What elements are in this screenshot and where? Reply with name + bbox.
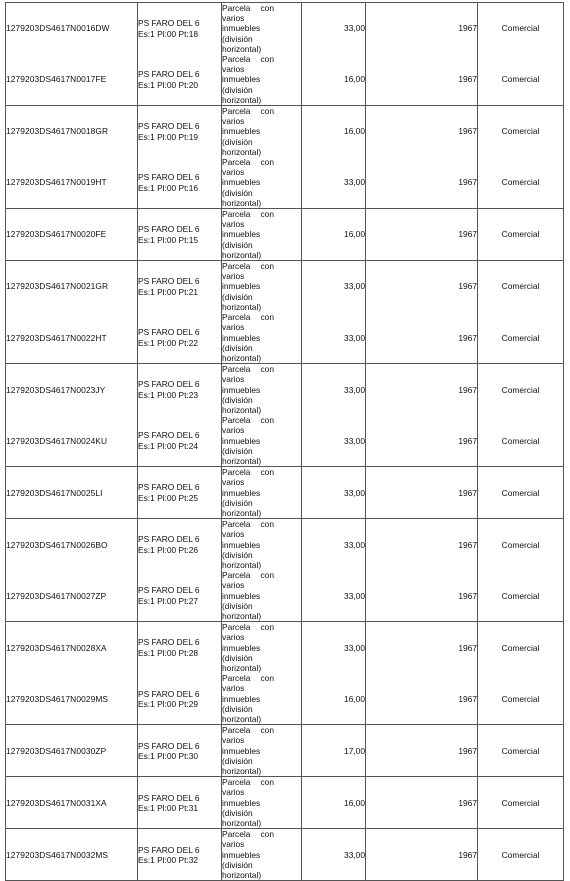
property-use: Comercial <box>478 312 564 364</box>
property-class-cell <box>222 673 302 725</box>
address-cell <box>138 54 222 106</box>
class-line-1 <box>222 777 274 787</box>
table-row <box>6 673 564 725</box>
class-line-1 <box>222 829 274 839</box>
surface-area: 16,00 <box>302 673 366 725</box>
class-line-3: inmuebles <box>222 693 261 704</box>
class-line-4: (división <box>222 136 253 147</box>
class-line-3: inmuebles <box>222 435 261 446</box>
property-class-cell <box>222 725 302 777</box>
property-use: Comercial <box>478 261 564 313</box>
address-cell <box>138 570 222 622</box>
class-line-4: (división <box>222 445 253 456</box>
address-unit: Es:1 Pl:00 Pt:21 <box>138 286 199 297</box>
class-line-4: (división <box>222 549 253 560</box>
property-class-cell <box>222 777 302 829</box>
construction-year: 1967 <box>366 54 478 106</box>
property-use: Comercial <box>478 209 564 261</box>
class-word-2: con <box>260 570 274 581</box>
class-line-5: horizontal) <box>222 870 262 881</box>
class-line-1 <box>222 725 274 735</box>
class-word-2: con <box>260 54 274 65</box>
class-line-2: varios <box>222 219 245 230</box>
class-word-1: Parcela <box>222 261 251 272</box>
address-unit: Es:1 Pl:00 Pt:23 <box>138 389 199 400</box>
address-unit: Es:1 Pl:00 Pt:30 <box>138 750 199 761</box>
class-line-2: varios <box>222 425 245 436</box>
cadastral-reference: 1279203DS4617N0029MS <box>6 673 138 725</box>
class-word-1: Parcela <box>222 673 251 684</box>
address-cell <box>138 3 222 55</box>
address-unit: Es:1 Pl:00 Pt:15 <box>138 234 199 245</box>
class-word-2: con <box>260 467 274 478</box>
class-line-4: (división <box>222 755 253 766</box>
class-line-3: inmuebles <box>222 229 261 240</box>
surface-area: 33,00 <box>302 415 366 467</box>
address-street: PS FARO DEL 6 <box>138 482 200 493</box>
surface-area: 33,00 <box>302 570 366 622</box>
table-row <box>6 54 564 106</box>
address-cell <box>138 725 222 777</box>
class-word-2: con <box>260 312 274 323</box>
cadastral-reference: 1279203DS4617N0017FE <box>6 54 138 106</box>
table-row <box>6 622 564 674</box>
class-line-1 <box>222 261 274 271</box>
property-class-cell <box>222 312 302 364</box>
class-line-1 <box>222 467 274 477</box>
cadastral-reference: 1279203DS4617N0022HT <box>6 312 138 364</box>
class-line-3: inmuebles <box>222 642 261 653</box>
address-cell <box>138 157 222 209</box>
property-class-cell <box>222 829 302 881</box>
class-word-2: con <box>260 157 274 168</box>
address-unit: Es:1 Pl:00 Pt:28 <box>138 647 199 658</box>
class-word-2: con <box>260 415 274 426</box>
class-word-1: Parcela <box>222 777 251 788</box>
class-word-1: Parcela <box>222 106 251 117</box>
construction-year: 1967 <box>366 312 478 364</box>
construction-year: 1967 <box>366 3 478 55</box>
class-word-2: con <box>260 209 274 220</box>
address-unit: Es:1 Pl:00 Pt:19 <box>138 131 199 142</box>
class-line-5: horizontal) <box>222 43 262 54</box>
class-word-2: con <box>260 106 274 117</box>
property-use: Comercial <box>478 106 564 158</box>
class-line-1 <box>222 209 274 219</box>
table-row <box>6 106 564 158</box>
class-line-5: horizontal) <box>222 818 262 829</box>
cadastral-reference: 1279203DS4617N0027ZP <box>6 570 138 622</box>
class-line-5: horizontal) <box>222 301 262 312</box>
class-line-4: (división <box>222 239 253 250</box>
construction-year: 1967 <box>366 829 478 881</box>
class-line-4: (división <box>222 600 253 611</box>
class-line-1 <box>222 622 274 632</box>
address-street: PS FARO DEL 6 <box>138 430 200 441</box>
class-line-1 <box>222 3 274 13</box>
table-row <box>6 364 564 416</box>
class-line-5: horizontal) <box>222 610 262 621</box>
surface-area: 33,00 <box>302 312 366 364</box>
class-word-2: con <box>260 777 274 788</box>
table-row <box>6 209 564 261</box>
class-line-3: inmuebles <box>222 797 261 808</box>
surface-area: 33,00 <box>302 622 366 674</box>
class-line-3: inmuebles <box>222 539 261 550</box>
class-line-2: varios <box>222 580 245 591</box>
surface-area: 16,00 <box>302 777 366 829</box>
address-street: PS FARO DEL 6 <box>138 172 200 183</box>
class-line-3: inmuebles <box>222 23 261 34</box>
construction-year: 1967 <box>366 519 478 571</box>
class-word-1: Parcela <box>222 364 251 375</box>
construction-year: 1967 <box>366 157 478 209</box>
class-line-3: inmuebles <box>222 74 261 85</box>
address-cell <box>138 312 222 364</box>
property-use: Comercial <box>478 673 564 725</box>
class-word-1: Parcela <box>222 467 251 478</box>
address-street: PS FARO DEL 6 <box>138 792 200 803</box>
construction-year: 1967 <box>366 364 478 416</box>
property-class-cell <box>222 106 302 158</box>
class-line-1 <box>222 519 274 529</box>
class-line-1 <box>222 312 274 322</box>
class-line-2: varios <box>222 632 245 643</box>
property-use: Comercial <box>478 570 564 622</box>
class-word-2: con <box>260 673 274 684</box>
property-class-cell <box>222 570 302 622</box>
cadastral-reference: 1279203DS4617N0019HT <box>6 157 138 209</box>
address-unit: Es:1 Pl:00 Pt:24 <box>138 440 199 451</box>
class-line-3: inmuebles <box>222 849 261 860</box>
class-line-2: varios <box>222 64 245 75</box>
address-cell <box>138 415 222 467</box>
construction-year: 1967 <box>366 415 478 467</box>
cadastral-reference: 1279203DS4617N0023JY <box>6 364 138 416</box>
class-line-2: varios <box>222 735 245 746</box>
surface-area: 33,00 <box>302 157 366 209</box>
address-street: PS FARO DEL 6 <box>138 276 200 287</box>
class-line-5: horizontal) <box>222 404 262 415</box>
class-word-2: con <box>260 261 274 272</box>
property-use: Comercial <box>478 364 564 416</box>
class-word-1: Parcela <box>222 209 251 220</box>
class-word-1: Parcela <box>222 312 251 323</box>
class-line-2: varios <box>222 839 245 850</box>
address-cell <box>138 209 222 261</box>
table-row <box>6 312 564 364</box>
address-unit: Es:1 Pl:00 Pt:29 <box>138 698 199 709</box>
class-word-1: Parcela <box>222 622 251 633</box>
surface-area: 33,00 <box>302 261 366 313</box>
construction-year: 1967 <box>366 261 478 313</box>
class-line-2: varios <box>222 787 245 798</box>
class-line-4: (división <box>222 342 253 353</box>
cadastral-reference: 1279203DS4617N0030ZP <box>6 725 138 777</box>
table-row <box>6 415 564 467</box>
address-cell <box>138 777 222 829</box>
construction-year: 1967 <box>366 777 478 829</box>
class-line-5: horizontal) <box>222 249 262 260</box>
table-row <box>6 777 564 829</box>
class-line-3: inmuebles <box>222 281 261 292</box>
property-class-cell <box>222 364 302 416</box>
address-unit: Es:1 Pl:00 Pt:32 <box>138 854 199 865</box>
table-row <box>6 725 564 777</box>
surface-area: 16,00 <box>302 106 366 158</box>
class-word-1: Parcela <box>222 519 251 530</box>
class-line-2: varios <box>222 13 245 24</box>
address-street: PS FARO DEL 6 <box>138 637 200 648</box>
address-cell <box>138 106 222 158</box>
address-unit: Es:1 Pl:00 Pt:20 <box>138 79 199 90</box>
property-class-cell <box>222 157 302 209</box>
address-street: PS FARO DEL 6 <box>138 688 200 699</box>
address-street: PS FARO DEL 6 <box>138 534 200 545</box>
address-cell <box>138 261 222 313</box>
class-line-3: inmuebles <box>222 590 261 601</box>
cadastral-reference: 1279203DS4617N0028XA <box>6 622 138 674</box>
table-row <box>6 261 564 313</box>
class-line-4: (división <box>222 703 253 714</box>
construction-year: 1967 <box>366 622 478 674</box>
address-unit: Es:1 Pl:00 Pt:16 <box>138 182 199 193</box>
property-use: Comercial <box>478 777 564 829</box>
property-class-cell <box>222 519 302 571</box>
property-use: Comercial <box>478 622 564 674</box>
class-line-2: varios <box>222 374 245 385</box>
class-line-5: horizontal) <box>222 146 262 157</box>
address-cell <box>138 673 222 725</box>
property-class-cell <box>222 209 302 261</box>
address-street: PS FARO DEL 6 <box>138 844 200 855</box>
class-word-2: con <box>260 725 274 736</box>
construction-year: 1967 <box>366 106 478 158</box>
class-line-5: horizontal) <box>222 714 262 725</box>
property-class-cell <box>222 3 302 55</box>
property-use: Comercial <box>478 829 564 881</box>
address-street: PS FARO DEL 6 <box>138 327 200 338</box>
cadastral-reference: 1279203DS4617N0024KU <box>6 415 138 467</box>
class-word-1: Parcela <box>222 570 251 581</box>
class-line-1 <box>222 157 274 167</box>
class-line-5: horizontal) <box>222 507 262 518</box>
construction-year: 1967 <box>366 209 478 261</box>
property-use: Comercial <box>478 54 564 106</box>
address-cell <box>138 829 222 881</box>
address-street: PS FARO DEL 6 <box>138 379 200 390</box>
class-word-1: Parcela <box>222 829 251 840</box>
class-line-3: inmuebles <box>222 177 261 188</box>
class-word-2: con <box>260 622 274 633</box>
class-line-4: (división <box>222 33 253 44</box>
class-line-2: varios <box>222 683 245 694</box>
property-class-cell <box>222 622 302 674</box>
class-line-4: (división <box>222 291 253 302</box>
construction-year: 1967 <box>366 725 478 777</box>
property-class-cell <box>222 467 302 519</box>
property-class-cell <box>222 54 302 106</box>
surface-area: 16,00 <box>302 209 366 261</box>
property-use: Comercial <box>478 519 564 571</box>
surface-area: 17,00 <box>302 725 366 777</box>
cadastral-reference: 1279203DS4617N0018GR <box>6 106 138 158</box>
class-line-4: (división <box>222 807 253 818</box>
address-cell <box>138 519 222 571</box>
class-word-2: con <box>260 519 274 530</box>
address-street: PS FARO DEL 6 <box>138 224 200 235</box>
property-use: Comercial <box>478 3 564 55</box>
table-row <box>6 467 564 519</box>
table-body <box>6 3 564 881</box>
class-word-1: Parcela <box>222 415 251 426</box>
class-line-5: horizontal) <box>222 352 262 363</box>
class-line-2: varios <box>222 322 245 333</box>
class-line-1 <box>222 673 274 683</box>
surface-area: 33,00 <box>302 364 366 416</box>
surface-area: 33,00 <box>302 829 366 881</box>
table-row <box>6 570 564 622</box>
surface-area: 33,00 <box>302 519 366 571</box>
cadastral-reference: 1279203DS4617N0016DW <box>6 3 138 55</box>
class-line-1 <box>222 415 274 425</box>
class-line-3: inmuebles <box>222 487 261 498</box>
class-word-2: con <box>260 3 274 13</box>
class-word-2: con <box>260 364 274 375</box>
address-unit: Es:1 Pl:00 Pt:27 <box>138 595 199 606</box>
class-word-1: Parcela <box>222 3 251 13</box>
table-row <box>6 829 564 881</box>
class-line-2: varios <box>222 477 245 488</box>
address-unit: Es:1 Pl:00 Pt:22 <box>138 337 199 348</box>
address-street: PS FARO DEL 6 <box>138 740 200 751</box>
address-cell <box>138 467 222 519</box>
class-word-2: con <box>260 829 274 840</box>
property-use: Comercial <box>478 157 564 209</box>
class-line-3: inmuebles <box>222 745 261 756</box>
property-use: Comercial <box>478 415 564 467</box>
class-line-1 <box>222 54 274 64</box>
class-line-2: varios <box>222 529 245 540</box>
table-row <box>6 3 564 55</box>
address-cell <box>138 622 222 674</box>
table-row <box>6 157 564 209</box>
table-row <box>6 519 564 571</box>
cadastral-table <box>5 2 564 881</box>
cadastral-reference: 1279203DS4617N0026BO <box>6 519 138 571</box>
address-unit: Es:1 Pl:00 Pt:31 <box>138 802 199 813</box>
class-line-4: (división <box>222 652 253 663</box>
class-line-3: inmuebles <box>222 384 261 395</box>
address-street: PS FARO DEL 6 <box>138 585 200 596</box>
class-line-2: varios <box>222 271 245 282</box>
address-street: PS FARO DEL 6 <box>138 121 200 132</box>
cadastral-reference: 1279203DS4617N0020FE <box>6 209 138 261</box>
cadastral-reference: 1279203DS4617N0025LI <box>6 467 138 519</box>
class-line-4: (división <box>222 497 253 508</box>
class-line-5: horizontal) <box>222 766 262 777</box>
address-street: PS FARO DEL 6 <box>138 18 200 29</box>
class-line-5: horizontal) <box>222 94 262 105</box>
address-unit: Es:1 Pl:00 Pt:26 <box>138 544 199 555</box>
class-line-1 <box>222 364 274 374</box>
property-class-cell <box>222 415 302 467</box>
construction-year: 1967 <box>366 570 478 622</box>
class-word-1: Parcela <box>222 157 251 168</box>
class-line-4: (división <box>222 859 253 870</box>
class-line-1 <box>222 106 274 116</box>
class-line-5: horizontal) <box>222 663 262 673</box>
class-line-3: inmuebles <box>222 332 261 343</box>
class-line-2: varios <box>222 167 245 178</box>
class-line-5: horizontal) <box>222 197 262 208</box>
address-unit: Es:1 Pl:00 Pt:18 <box>138 28 199 39</box>
class-line-5: horizontal) <box>222 559 262 570</box>
class-line-3: inmuebles <box>222 126 261 137</box>
property-use: Comercial <box>478 467 564 519</box>
cadastral-reference: 1279203DS4617N0032MS <box>6 829 138 881</box>
address-cell <box>138 364 222 416</box>
class-line-1 <box>222 570 274 580</box>
address-unit: Es:1 Pl:00 Pt:25 <box>138 492 199 503</box>
class-line-5: horizontal) <box>222 455 262 466</box>
surface-area: 16,00 <box>302 54 366 106</box>
class-word-1: Parcela <box>222 54 251 65</box>
cadastral-reference: 1279203DS4617N0021GR <box>6 261 138 313</box>
cadastral-reference: 1279203DS4617N0031XA <box>6 777 138 829</box>
class-line-4: (división <box>222 187 253 198</box>
surface-area: 33,00 <box>302 467 366 519</box>
construction-year: 1967 <box>366 467 478 519</box>
property-use: Comercial <box>478 725 564 777</box>
class-line-4: (división <box>222 84 253 95</box>
class-line-4: (división <box>222 394 253 405</box>
surface-area: 33,00 <box>302 3 366 55</box>
class-line-2: varios <box>222 116 245 127</box>
class-word-1: Parcela <box>222 725 251 736</box>
address-street: PS FARO DEL 6 <box>138 69 200 80</box>
construction-year: 1967 <box>366 673 478 725</box>
property-class-cell <box>222 261 302 313</box>
